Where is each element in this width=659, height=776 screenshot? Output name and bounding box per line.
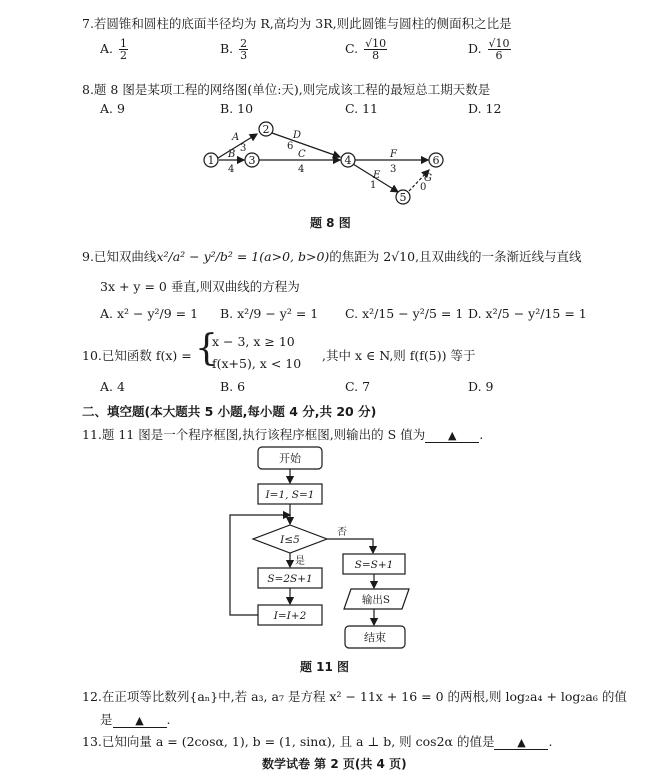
q7-option-a-label: A. <box>100 41 114 56</box>
edge-g-days: 0 <box>420 182 427 193</box>
q9-stem-mid: 的焦距为 2√10,且双曲线的一条渐近线与直线 <box>329 249 582 264</box>
q9-stem-line2: 3x + y = 0 垂直,则双曲线的方程为 <box>100 279 300 294</box>
q9-option-d: D. x²/5 − y²/15 = 1 <box>468 306 587 321</box>
q13-answer-blank: ▲ <box>494 736 548 750</box>
q9-stem-prefix: 9.已知双曲线 <box>82 249 157 264</box>
svg-text:5: 5 <box>399 191 407 204</box>
flow-no-label: 否 <box>337 527 347 538</box>
q12-line2-prefix: 是 <box>100 712 113 727</box>
q11-answer-blank: ▲ <box>425 429 479 443</box>
q13-stem-line <box>82 732 552 750</box>
svg-text:2: 2 <box>262 123 270 136</box>
edge-g-name: G <box>424 173 432 184</box>
q9-option-c: C. x²/15 − y²/5 = 1 <box>345 306 464 321</box>
node-5 <box>396 190 410 204</box>
q8-option-a: A. 9 <box>100 101 125 116</box>
q8-option-c: C. 11 <box>345 101 378 116</box>
edge-f-name: F <box>390 149 397 160</box>
q12-line2 <box>100 710 171 728</box>
q10-option-b: B. 6 <box>220 379 246 394</box>
q10-brace: { <box>195 328 218 369</box>
flow-body2-text: I=I+2 <box>273 610 307 622</box>
q7-option-c-label: C. <box>345 41 359 56</box>
q11-stem: 11.题 11 图是一个程序框图,执行该程序框图,则输出的 S 值为 <box>82 427 426 442</box>
edge-d <box>272 133 340 157</box>
edge-a-days: 3 <box>240 143 247 154</box>
edge-d-name: D <box>293 130 302 141</box>
edge-e-days: 1 <box>370 180 377 191</box>
edge-d-days: 6 <box>287 141 294 152</box>
q7-option-b-fraction: $\frac{2}{3}$ <box>240 37 248 62</box>
q8-stem: 8.题 8 图是某项工程的网络图(单位:天),则完成该工程的最短总工期天数是 <box>82 82 491 97</box>
q7-option-a <box>100 38 130 61</box>
svg-text:6: 6 <box>432 154 440 167</box>
node-1 <box>204 153 218 167</box>
edge-b-days: 4 <box>228 164 235 175</box>
svg-text:1: 1 <box>207 154 215 167</box>
q10-option-d: D. 9 <box>468 379 494 394</box>
flow-start-text: 开始 <box>279 452 301 465</box>
q8-option-d: D. 12 <box>468 101 502 116</box>
svg-text:3: 3 <box>248 154 256 167</box>
flow-end-text: 结束 <box>364 631 386 644</box>
svg-text:4: 4 <box>344 154 352 167</box>
q13-stem: 13.已知向量 a = (2cosα, 1), b = (1, sinα), 且 a ⊥ b, 则 cos2α 的值是 <box>82 734 495 749</box>
q11-stem-end: . <box>479 427 484 442</box>
q12-stem: 12.在正项等比数列{aₙ}中,若 a₃, a₇ 是方程 x² − 11x + 16 = 0 的两根,则 log₂a₄ + log₂a₆ 的值 <box>82 689 627 704</box>
node-2 <box>259 122 273 136</box>
q9-stem-equation: x²/a² − y²/b² = 1(a>0, b>0) <box>156 249 330 264</box>
flow-init-text: I=1, S=1 <box>265 489 315 501</box>
q7-option-d-fraction: $\frac{√10}{6}$ <box>488 37 510 62</box>
flow-body1-text: S=2S+1 <box>267 573 313 585</box>
q12-answer-blank: ▲ <box>113 714 167 728</box>
q11-flowchart <box>225 443 425 655</box>
q7-option-b-label: B. <box>220 41 234 56</box>
q13-stem-end: . <box>548 734 553 749</box>
q7-option-a-fraction: $\frac{1}{2}$ <box>120 37 127 62</box>
q8-option-b: B. 10 <box>220 101 254 116</box>
q10-case-1: x − 3, x ≥ 10 <box>212 334 295 349</box>
node-3 <box>245 153 259 167</box>
section-2-heading: 二、填空题(本大题共 5 小题,每小题 4 分,共 20 分) <box>82 404 377 419</box>
flow-condition-text: I≤5 <box>280 534 300 546</box>
q7-option-c-fraction: $\frac{√10}{8}$ <box>365 37 387 62</box>
edge-f-days: 3 <box>390 164 397 175</box>
q7-option-b <box>220 38 250 61</box>
edge-e-name: E <box>373 170 381 181</box>
q8-caption: 题 8 图 <box>310 216 351 230</box>
flow-output-text: 输出S <box>361 594 391 606</box>
q9-stem-line1 <box>82 247 582 265</box>
q11-caption: 题 11 图 <box>300 660 350 674</box>
q7-stem: 7.若圆锥和圆柱的底面半径均为 R,高均为 3R,则此圆锥与圆柱的侧面积之比是 <box>82 16 512 31</box>
q10-stem-suffix: ,其中 x ∈ N,则 f(f(5)) 等于 <box>322 348 476 363</box>
node-4 <box>341 153 355 167</box>
flow-yes-label: 是 <box>295 556 305 567</box>
q10-stem-prefix: 10.已知函数 f(x) = <box>82 348 192 363</box>
q7-option-d-label: D. <box>468 41 482 56</box>
page-footer: 数学试卷 第 2 页(共 4 页) <box>262 757 407 771</box>
edge-a-name: A <box>232 132 240 143</box>
edge-c-days: 4 <box>298 164 305 175</box>
edge-b-name: B <box>228 149 236 160</box>
node-6 <box>429 153 443 167</box>
q7-option-d <box>468 38 513 61</box>
q8-network-diagram <box>190 118 460 210</box>
edge-c-name: C <box>298 149 306 160</box>
q10-case-2: f(x+5), x < 10 <box>212 356 302 371</box>
q9-option-b: B. x²/9 − y² = 1 <box>220 306 319 321</box>
q10-option-a: A. 4 <box>100 379 125 394</box>
q7-option-c <box>345 38 389 61</box>
q9-option-a: A. x² − y²/9 = 1 <box>100 306 199 321</box>
q12-stem-end: . <box>166 712 171 727</box>
flow-after-text: S=S+1 <box>354 559 394 571</box>
q11-stem-line <box>82 425 483 443</box>
q10-option-c: C. 7 <box>345 379 371 394</box>
